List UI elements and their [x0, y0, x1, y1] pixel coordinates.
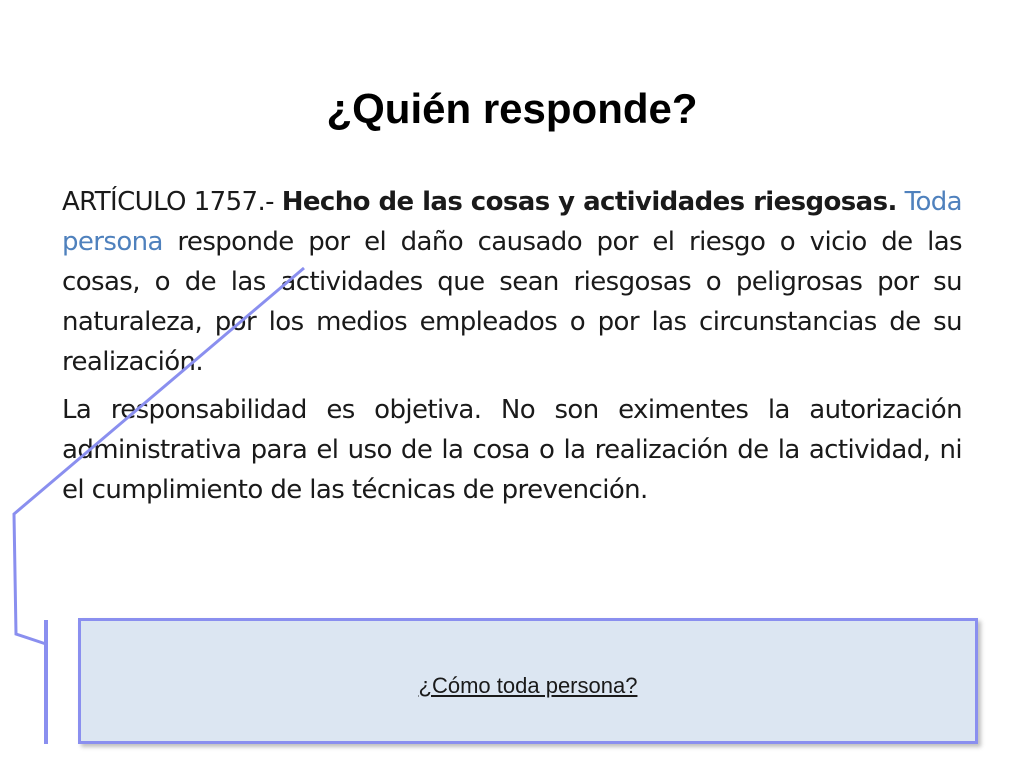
callout-box: [78, 618, 978, 744]
article-text: [62, 182, 962, 518]
article-paragraph-2: La responsabilidad es objetiva. No son eximentes la autorización administrativa para el uso de la cosa o la realización de la actividad, ni el cumplimiento de las técnicas de prevención.: [62, 395, 962, 505]
article-heading: Hecho de las cosas y actividades riesgosas.: [281, 187, 897, 217]
slide-title: ¿Quién responde?: [326, 85, 698, 132]
highlighted-phrase: Toda persona: [62, 187, 962, 257]
callout-link[interactable]: ¿Cómo toda persona?: [418, 673, 638, 698]
article-paragraph-1: [62, 182, 962, 382]
article-number: ARTÍCULO 1757.-: [62, 187, 282, 217]
article-paragraph-1-rest: responde por el daño causado por el riesgo o vicio de las cosas, o de las actividades que sean riesgosas o peligrosas por su naturaleza, por los medios empleados o por las circunstancias de su realización.: [62, 227, 962, 377]
